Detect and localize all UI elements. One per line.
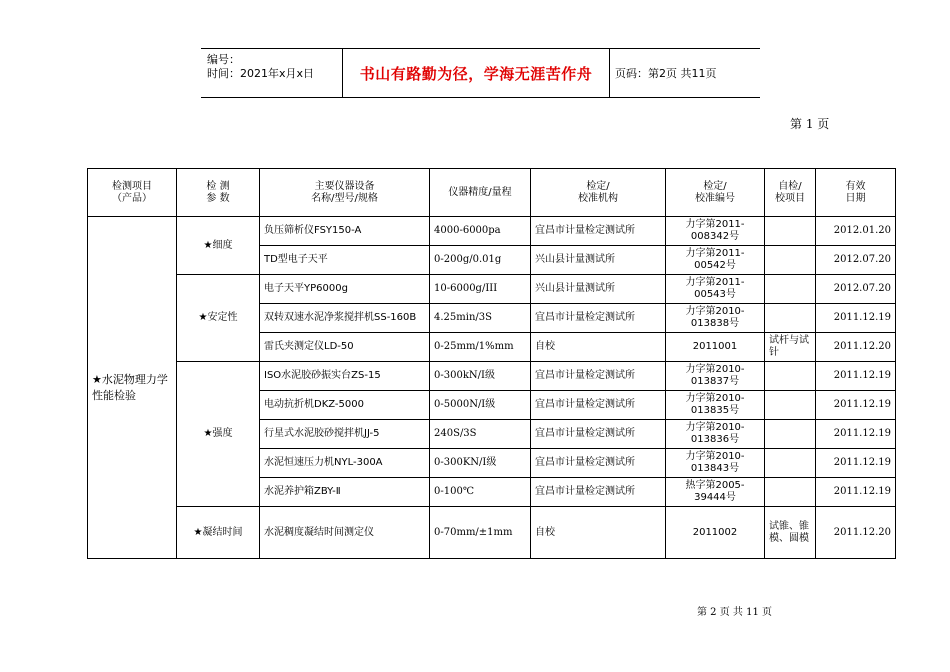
device-cell: 电子天平YP6000g (260, 275, 430, 304)
device-cell: 电动抗折机DKZ-5000 (260, 391, 430, 420)
valid-cell: 2011.12.19 (816, 478, 896, 507)
cert-cell: 力字第2011-00542号 (666, 246, 765, 275)
header-item: 检测项目 （产品） (88, 169, 177, 217)
self-cell (765, 304, 816, 333)
device-cell: 负压筛析仪FSY150-A (260, 217, 430, 246)
self-cell (765, 246, 816, 275)
table-row (88, 275, 896, 304)
header-self: 自检/ 校项目 (765, 169, 816, 217)
device-cell: 水泥稠度凝结时间测定仪 (260, 507, 430, 559)
valid-cell: 2011.12.19 (816, 420, 896, 449)
self-cell (765, 478, 816, 507)
time-label: 时间：2021年x月x日 (207, 67, 315, 80)
page-header (201, 48, 760, 98)
table-row (88, 362, 896, 391)
cert-cell: 力字第2011-008342号 (666, 217, 765, 246)
valid-cell: 2011.12.19 (816, 449, 896, 478)
precision-cell: 0-300kN/Ⅰ级 (430, 362, 531, 391)
equipment-table (87, 168, 896, 559)
self-cell (765, 449, 816, 478)
cert-cell: 热字第2005-39444号 (666, 478, 765, 507)
precision-cell: 0-70mm/±1mm (430, 507, 531, 559)
org-cell: 宜昌市计量检定测试所 (531, 304, 666, 333)
valid-cell: 2012.07.20 (816, 275, 896, 304)
precision-cell: 0-5000N/Ⅰ级 (430, 391, 531, 420)
cert-cell: 力字第2010-013843号 (666, 449, 765, 478)
motto: 书山有路勤为径，学海无涯苦作舟 (342, 49, 610, 97)
valid-cell: 2011.12.20 (816, 333, 896, 362)
org-cell: 兴山县计量测试所 (531, 275, 666, 304)
device-cell: 双转双速水泥净浆搅拌机SS-160B (260, 304, 430, 333)
header-precision: 仪器精度/量程 (430, 169, 531, 217)
cert-cell: 力字第2010-013835号 (666, 391, 765, 420)
page-footer: 第 2 页 共 11 页 (697, 607, 772, 618)
cert-cell: 力字第2010-013836号 (666, 420, 765, 449)
valid-cell: 2011.12.19 (816, 304, 896, 333)
param-fineness: ★细度 (177, 217, 260, 275)
precision-cell: 0-25mm/1%mm (430, 333, 531, 362)
self-cell (765, 217, 816, 246)
param-stability: ★安定性 (177, 275, 260, 362)
valid-cell: 2012.07.20 (816, 246, 896, 275)
precision-cell: 4000-6000pa (430, 217, 531, 246)
header-org: 检定/ 校准机构 (531, 169, 666, 217)
org-cell: 宜昌市计量检定测试所 (531, 391, 666, 420)
self-cell (765, 275, 816, 304)
device-cell: TD型电子天平 (260, 246, 430, 275)
precision-cell: 0-200g/0.01g (430, 246, 531, 275)
table-header-row (88, 169, 896, 217)
group-cell: ★水泥物理力学性能检验 (88, 217, 177, 559)
self-cell (765, 362, 816, 391)
header-valid: 有效 日期 (816, 169, 896, 217)
cert-cell: 力字第2010-013837号 (666, 362, 765, 391)
header-cert: 检定/ 校准编号 (666, 169, 765, 217)
self-cell: 试锥、锥模、圆模 (765, 507, 816, 559)
org-cell: 自校 (531, 507, 666, 559)
valid-cell: 2011.12.20 (816, 507, 896, 559)
precision-cell: 0-100℃ (430, 478, 531, 507)
cert-cell: 力字第2011-00543号 (666, 275, 765, 304)
org-cell: 宜昌市计量检定测试所 (531, 449, 666, 478)
org-cell: 兴山县计量测试所 (531, 246, 666, 275)
device-cell: 雷氏夹测定仪LD-50 (260, 333, 430, 362)
org-cell: 自校 (531, 333, 666, 362)
precision-cell: 10-6000g/III (430, 275, 531, 304)
header-param: 检 测 参 数 (177, 169, 260, 217)
param-setting: ★凝结时间 (177, 507, 260, 559)
precision-cell: 0-300KN/Ⅰ级 (430, 449, 531, 478)
header-meta (201, 49, 341, 97)
number-label: 编号： (207, 53, 240, 66)
device-cell: 水泥养护箱ZBY-Ⅱ (260, 478, 430, 507)
valid-cell: 2012.01.20 (816, 217, 896, 246)
self-cell: 试杆与试针 (765, 333, 816, 362)
table-row (88, 507, 896, 559)
org-cell: 宜昌市计量检定测试所 (531, 478, 666, 507)
cert-cell: 2011002 (666, 507, 765, 559)
cert-cell: 2011001 (666, 333, 765, 362)
header-page-info: 页码：第2页 共11页 (615, 67, 717, 80)
self-cell (765, 420, 816, 449)
precision-cell: 4.25min/3S (430, 304, 531, 333)
org-cell: 宜昌市计量检定测试所 (531, 362, 666, 391)
valid-cell: 2011.12.19 (816, 362, 896, 391)
precision-cell: 240S/3S (430, 420, 531, 449)
org-cell: 宜昌市计量检定测试所 (531, 420, 666, 449)
device-cell: 行星式水泥胶砂搅拌机JJ-5 (260, 420, 430, 449)
page-number: 第 1 页 (790, 117, 830, 131)
device-cell: ISO水泥胶砂振实台ZS-15 (260, 362, 430, 391)
cert-cell: 力字第2010-013838号 (666, 304, 765, 333)
self-cell (765, 391, 816, 420)
device-cell: 水泥恒速压力机NYL-300A (260, 449, 430, 478)
valid-cell: 2011.12.19 (816, 391, 896, 420)
param-strength: ★强度 (177, 362, 260, 507)
header-device: 主要仪器设备 名称/型号/规格 (260, 169, 430, 217)
table-row (88, 217, 896, 246)
org-cell: 宜昌市计量检定测试所 (531, 217, 666, 246)
